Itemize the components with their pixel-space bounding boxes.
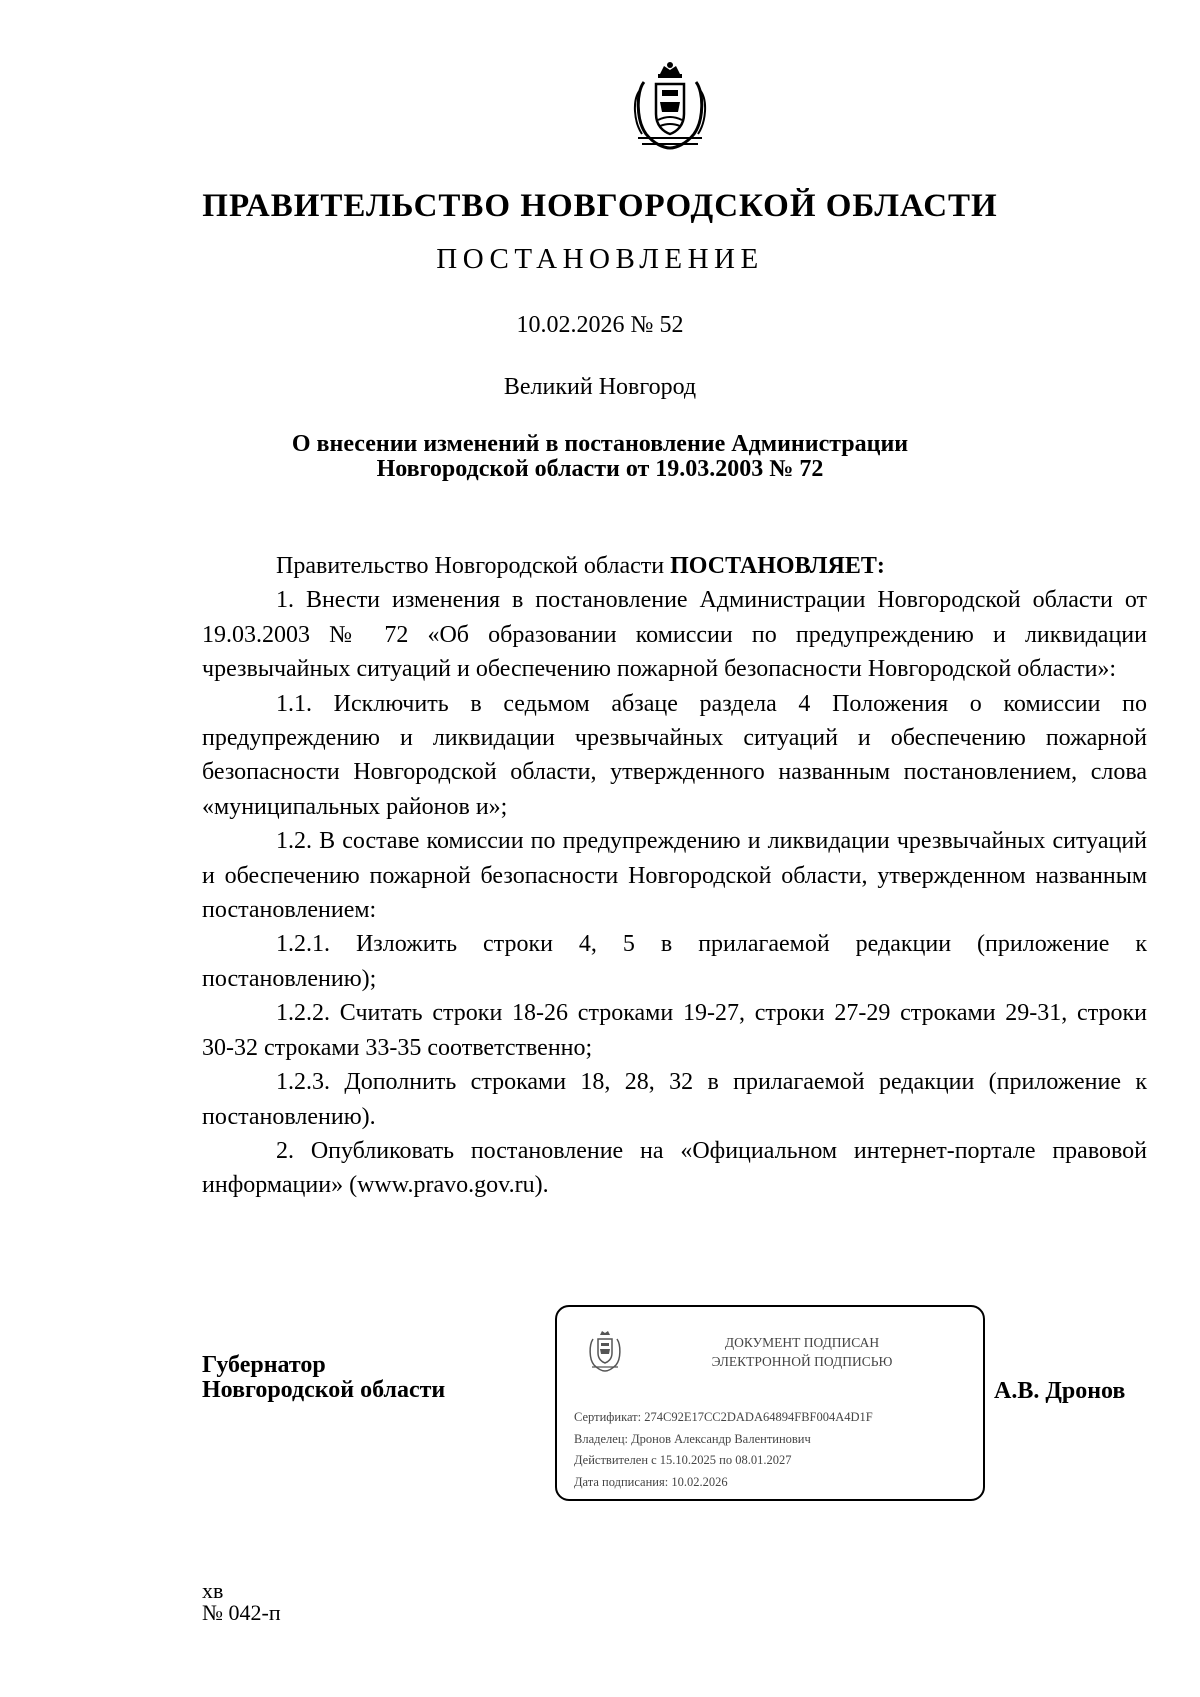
document-body xyxy=(202,549,1147,1203)
footer-registration-number: № 042-п xyxy=(202,1600,281,1625)
stamp-signed-date: Дата подписания: 10.02.2026 xyxy=(574,1474,728,1489)
electronic-signature-stamp xyxy=(555,1305,985,1501)
signatory-title-line-1: Губернатор xyxy=(202,1352,326,1378)
paragraph-1-1: 1.1. Исключить в седьмом абзаце раздела 4 Положения о комиссии по предупреждению и ликвидации чрезвычайных ситуаций и обеспечению пожарной безопасности Новгородской области, утвержденного названным постановлением, слова «муниципальных районов и»; xyxy=(202,690,1147,820)
paragraph-1-2-3: 1.2.3. Дополнить строками 18, 28, 32 в прилагаемой редакции (приложение к постановлению). xyxy=(202,1069,1147,1130)
organization-heading: ПРАВИТЕЛЬСТВО НОВГОРОДСКОЙ ОБЛАСТИ xyxy=(202,188,998,224)
stamp-certificate: Сертификат: 274C92E17CC2DADA64894FBF004A4D1F xyxy=(574,1410,873,1424)
coat-of-arms-emblem xyxy=(630,60,710,152)
document-footer xyxy=(202,1580,281,1624)
paragraph-1: 1. Внести изменения в постановление Администрации Новгородской области от 19.03.2003 № 72 «Об образовании комиссии по предупреждению и ликвидации чрезвычайных ситуаций и обеспечению пожарной безопасности Новгородской области»: xyxy=(202,587,1147,683)
stamp-emblem-icon xyxy=(587,1329,623,1373)
signatory-title xyxy=(202,1353,445,1403)
stamp-heading-line-2: ЭЛЕКТРОННОЙ ПОДПИСЬЮ xyxy=(711,1354,893,1369)
stamp-heading-line-1: ДОКУМЕНТ ПОДПИСАН xyxy=(724,1335,880,1350)
stamp-validity: Действителен с 15.10.2025 по 08.01.2027 xyxy=(574,1453,792,1467)
stamp-owner: Владелец: Дронов Александр Валентинович xyxy=(574,1431,811,1446)
signatory-name: А.В. Дронов xyxy=(994,1378,1126,1404)
paragraph-1-2-1: 1.2.1. Изложить строки 4, 5 в прилагаемой редакции (приложение к постановлению); xyxy=(202,931,1147,992)
document-subject xyxy=(0,432,1200,482)
paragraph-1-2-2: 1.2.2. Считать строки 18-26 строками 19-27, строки 27-29 строками 29-31, строки 30-32 строками 33-35 соответственно; xyxy=(202,1000,1147,1061)
preamble-paragraph xyxy=(202,549,1147,583)
document-date-number: 10.02.2026 № 52 xyxy=(516,312,684,338)
footer-initials: хв xyxy=(202,1578,224,1603)
subject-line-1: О внесении изменений в постановление Администрации xyxy=(291,431,909,457)
stamp-details xyxy=(574,1407,873,1493)
paragraph-2: 2. Опубликовать постановление на «Официальном интернет-портале правовой информации» (www.pravo.gov.ru). xyxy=(202,1137,1147,1199)
stamp-heading xyxy=(652,1333,952,1371)
preamble-decree-word: ПОСТАНОВЛЯЕТ: xyxy=(670,553,885,579)
preamble-text: Правительство Новгородской области xyxy=(276,553,671,579)
signatory-title-line-2: Новгородской области xyxy=(202,1377,446,1403)
paragraph-1-2: 1.2. В составе комиссии по предупреждению и ликвидации чрезвычайных ситуаций и обеспечению пожарной безопасности Новгородской области, утвержденном названным постановлением: xyxy=(202,828,1147,924)
document-type-heading: ПОСТАНОВЛЕНИЕ xyxy=(436,243,764,275)
document-city: Великий Новгород xyxy=(503,374,697,400)
subject-line-2: Новгородской области от 19.03.2003 № 72 xyxy=(376,456,824,482)
